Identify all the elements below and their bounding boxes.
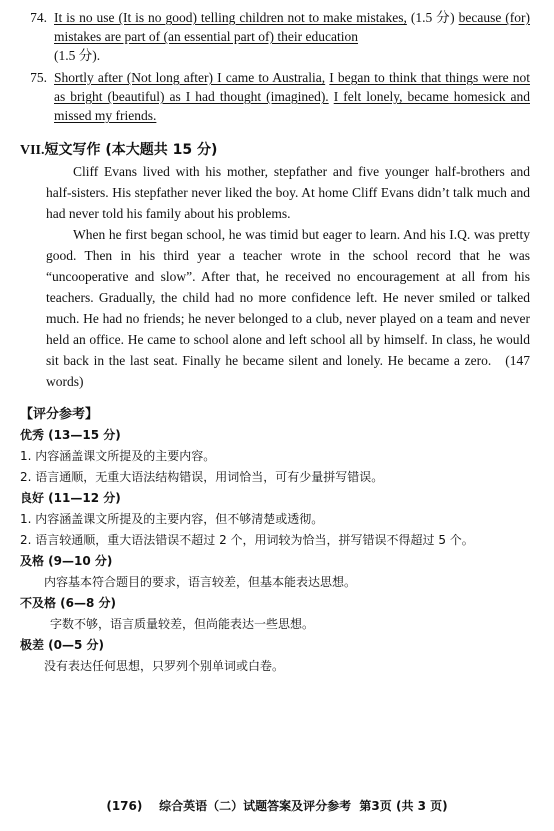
grading-criteria [20, 404, 530, 677]
grade-poor-label: 极差 (0—5 分) [20, 638, 105, 652]
grade-fail-label: 不及格 (6—8 分) [20, 596, 117, 610]
grade-good-item: 1. 内容涵盖课文所提及的主要内容，但不够清楚或透彻。 [20, 512, 324, 526]
grade-pass-label: 及格 (9—10 分) [20, 554, 113, 568]
answer-sentence: It is no use (It is no good) telling children not to make mistakes, [54, 10, 407, 25]
grade-fail-text: 字数不够，语言质量较差，但尚能表达一些思想。 [50, 617, 315, 631]
passage-paragraph [46, 224, 530, 392]
grade-excellent-label: 优秀 (13—15 分) [20, 428, 121, 442]
grade-poor-text: 没有表达任何思想，只罗列个别单词或白卷。 [44, 659, 285, 673]
answer-number: 75. [30, 70, 47, 85]
grade-excellent-item: 2. 语言通顺，无重大语法结构错误，用词恰当，可有少量拼写错误。 [20, 470, 384, 484]
passage-text: When he first began school, he was timid but eager to learn. And his I.Q. was pretty good. Then in his third year a teacher wrote in the school record that he was “uncooperative and slow”. After that, he received no encouragement at all from his teachers. Gradually, the child had no more confidence left. He never smiled or talked much. He had no friends; he never belonged to a club, never played on a team and never held an office. He came to school alone and left school all by himself. In class, he would sit back in the last seat. Finally he became silent and lonely. He became a zero. [46, 227, 530, 368]
answer-number: 74. [30, 10, 47, 25]
answer-sentence: I felt lonely, became homesick and missed my friends. [54, 89, 530, 123]
answer-text [54, 68, 530, 125]
section-heading [20, 140, 530, 161]
answer-sentence: I began to think that things were not as bright (beautiful) as I had thought (imagined). [54, 70, 530, 104]
section-title: 短文写作 [44, 142, 101, 158]
grade-good-item: 2. 语言较通顺，重大语法错误不超过 2 个，用词较为恰当，拼写错误不得超过 5 个。 [20, 533, 474, 547]
answer-sentence: Shortly after (Not long after) I came to Australia, [54, 70, 326, 85]
grade-excellent-item: 1. 内容涵盖课文所提及的主要内容。 [20, 449, 216, 463]
page-footer: (176) 综合英语（二）试题答案及评分参考 第3页 (共 3 页) [106, 799, 448, 813]
answer-sentence: because (for) mistakes are part of (an essential part of) their education [54, 10, 530, 44]
word-count: (147 words) [46, 353, 531, 389]
answer-score: (1.5 分). [54, 48, 101, 63]
grade-pass-text: 内容基本符合题目的要求，语言较差，但基本能表达思想。 [44, 575, 357, 589]
model-passage [20, 161, 530, 392]
answer-text [54, 8, 530, 65]
section-note: (本大题共 15 分) [105, 142, 218, 158]
passage-paragraph: Cliff Evans lived with his mother, stepfather and five younger half-brothers and half-sisters. His stepfather never liked the boy. At home Cliff Evans didn’t talk much and had never told his family about his problems. [46, 164, 530, 221]
grading-title: 【评分参考】 [20, 407, 99, 422]
answer-75 [20, 68, 530, 125]
section-number: VII. [20, 143, 45, 158]
answer-score: (1.5 分) [406, 10, 455, 25]
answer-74 [20, 8, 530, 65]
grade-good-label: 良好 (11—12 分) [20, 491, 121, 505]
